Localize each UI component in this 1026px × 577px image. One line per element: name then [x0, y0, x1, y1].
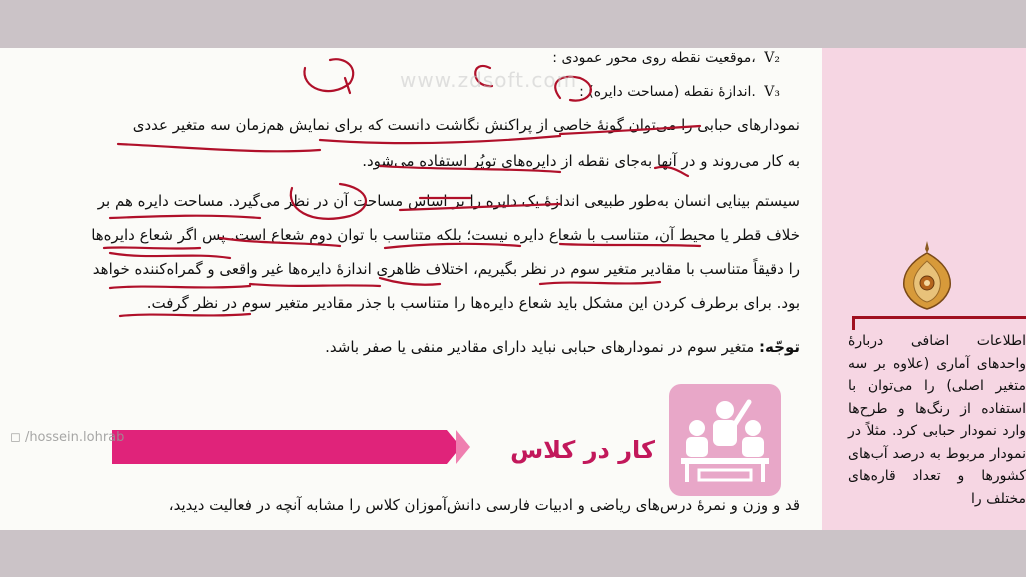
- ornament-icon: [898, 239, 956, 311]
- note-label: توجّه:: [759, 338, 800, 356]
- paragraph1-line1: نمودارهای حبابی را می‌توان گونهٔ خاصی از پراکنش نگاشت دانست که برای نمایش هم‌زمان سه متغیر عددی: [132, 116, 800, 134]
- formula-v3-symbol: V₃: [764, 84, 780, 100]
- formula-v2-text: : موقعیت نقطه روی محور عمودی،: [552, 50, 756, 66]
- activity-text: قد و وزن و نمرهٔ درس‌های ریاضی و ادبیات فارسی دانش‌آموزان کلاس را مشابه آنچه در فعالیت دیدید،: [168, 496, 800, 514]
- paragraph2-line4: بود. برای برطرف کردن این مشکل باید شعاع دایره‌ها را متناسب با جذر مقادیر متغیر سوم در نظر گرفت.: [146, 294, 800, 312]
- textbook-page: [0, 48, 1026, 530]
- handle-text: /hossein.lohrab: [24, 430, 125, 445]
- sidebar-note: اطلاعات اضافی دربارهٔ واحدهای آماری (علاوه بر سه متغیر اصلی) را می‌توان با استفاده از رنگ‌ها و طرح‌ها وارد نمودار حبابی کرد. مثلاً در نمودار مربوط به درصد آب‌های کشورها و تعداد قاره‌های مختلف را: [848, 333, 1026, 507]
- section-title: کار در کلاس: [510, 436, 655, 464]
- paragraph2-line2: خلاف قطر یا محیط آن، متناسب با شعاع دایره نیست؛ بلکه متناسب با توان دوم شعاع است. پس اگر شعاع دایره‌ها: [91, 226, 800, 244]
- handwritten-annotations: [0, 48, 822, 530]
- paragraph1-line2: به کار می‌روند و در آنها به‌جای نقطه از دایره‌های توپُر استفاده می‌شود.: [362, 152, 800, 170]
- paragraph2-line3: را دقیقاً متناسب با مقادیر متغیر سوم در نظر بگیریم، اختلاف ظاهری اندازهٔ دایره‌ها غیر واقعی و گمراه‌کننده خواهد: [92, 260, 800, 278]
- instagram-icon: ◻: [10, 430, 21, 445]
- sidebar-bracket: [852, 316, 1026, 330]
- formula-v2-symbol: V₂: [764, 50, 780, 66]
- handle-watermark: [10, 430, 124, 445]
- top-letterbox: [0, 0, 1026, 48]
- bottom-letterbox: [0, 530, 1026, 577]
- site-watermark: www.zdsoft.com: [400, 68, 578, 92]
- formula-v3-text: : اندازهٔ نقطه (مساحت دایره).: [579, 84, 756, 100]
- note-text: متغیر سوم در نمودارهای حبابی نباید دارای مقادیر منفی یا صفر باشد.: [325, 338, 755, 356]
- paragraph2-line1: سیستم بینایی انسان به‌طور طبیعی اندازهٔ یک دایره را بر اساس مساحت آن در نظر می‌گیرد. مساحت دایره هم بر: [97, 192, 800, 210]
